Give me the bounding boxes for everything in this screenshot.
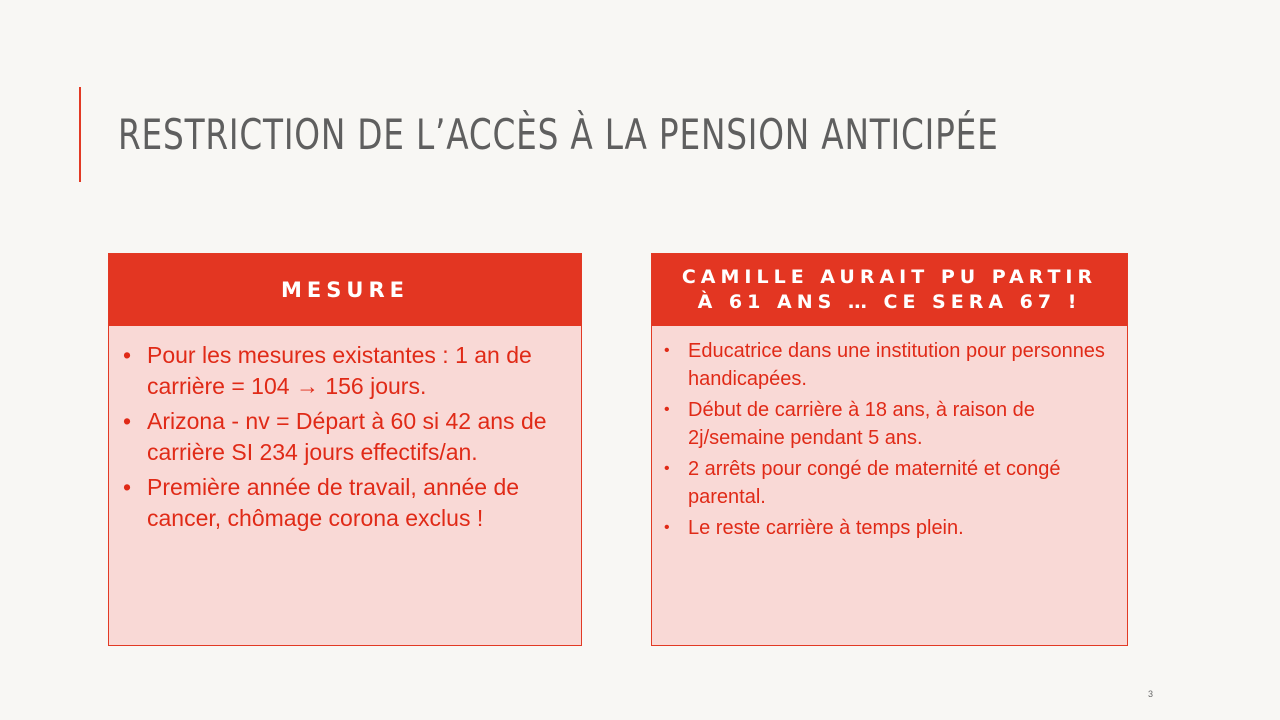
list-item-text: 2 arrêts pour congé de maternité et congé parental. <box>688 458 1061 508</box>
list-item <box>123 406 565 468</box>
bullet-icon: • <box>664 519 670 536</box>
list-item <box>123 340 565 402</box>
list-item-text: Educatrice dans une institution pour personnes handicapées. <box>688 340 1105 390</box>
slide-title: RESTRICTION DE L’ACCÈS À LA PENSION ANTICIPÉE <box>118 110 999 159</box>
page-number: 3 <box>1148 689 1154 699</box>
list-item-text: Début de carrière à 18 ans, à raison de 2j/semaine pendant 5 ans. <box>688 399 1035 449</box>
camille-list <box>652 326 1127 542</box>
bullet-icon: • <box>123 474 132 500</box>
title-accent-bar <box>79 87 81 182</box>
bullet-icon: • <box>664 460 670 477</box>
measure-box-header <box>109 254 581 326</box>
measure-box-header-text: MESURE <box>281 278 409 302</box>
list-item <box>662 514 1111 542</box>
list-item-text: Pour les mesures existantes : 1 an de carrière = 104 → 156 jours. <box>147 342 532 399</box>
measure-box <box>108 253 582 646</box>
measure-list <box>109 326 581 534</box>
list-item <box>123 472 565 534</box>
list-item <box>662 455 1111 511</box>
camille-box <box>651 253 1128 646</box>
bullet-icon: • <box>123 408 132 434</box>
list-item-text: Première année de travail, année de cancer, chômage corona exclus ! <box>147 474 520 531</box>
camille-box-header-text: CAMILLE AURAIT PU PARTIR À 61 ANS … CE SERA 67 ! <box>681 266 1098 313</box>
list-item <box>662 396 1111 452</box>
list-item <box>662 337 1111 393</box>
list-item-text: Le reste carrière à temps plein. <box>688 517 964 539</box>
bullet-icon: • <box>664 342 670 359</box>
camille-box-header <box>652 254 1127 326</box>
list-item-text: Arizona - nv = Départ à 60 si 42 ans de carrière SI 234 jours effectifs/an. <box>147 408 547 465</box>
bullet-icon: • <box>664 401 670 418</box>
bullet-icon: • <box>123 342 132 368</box>
